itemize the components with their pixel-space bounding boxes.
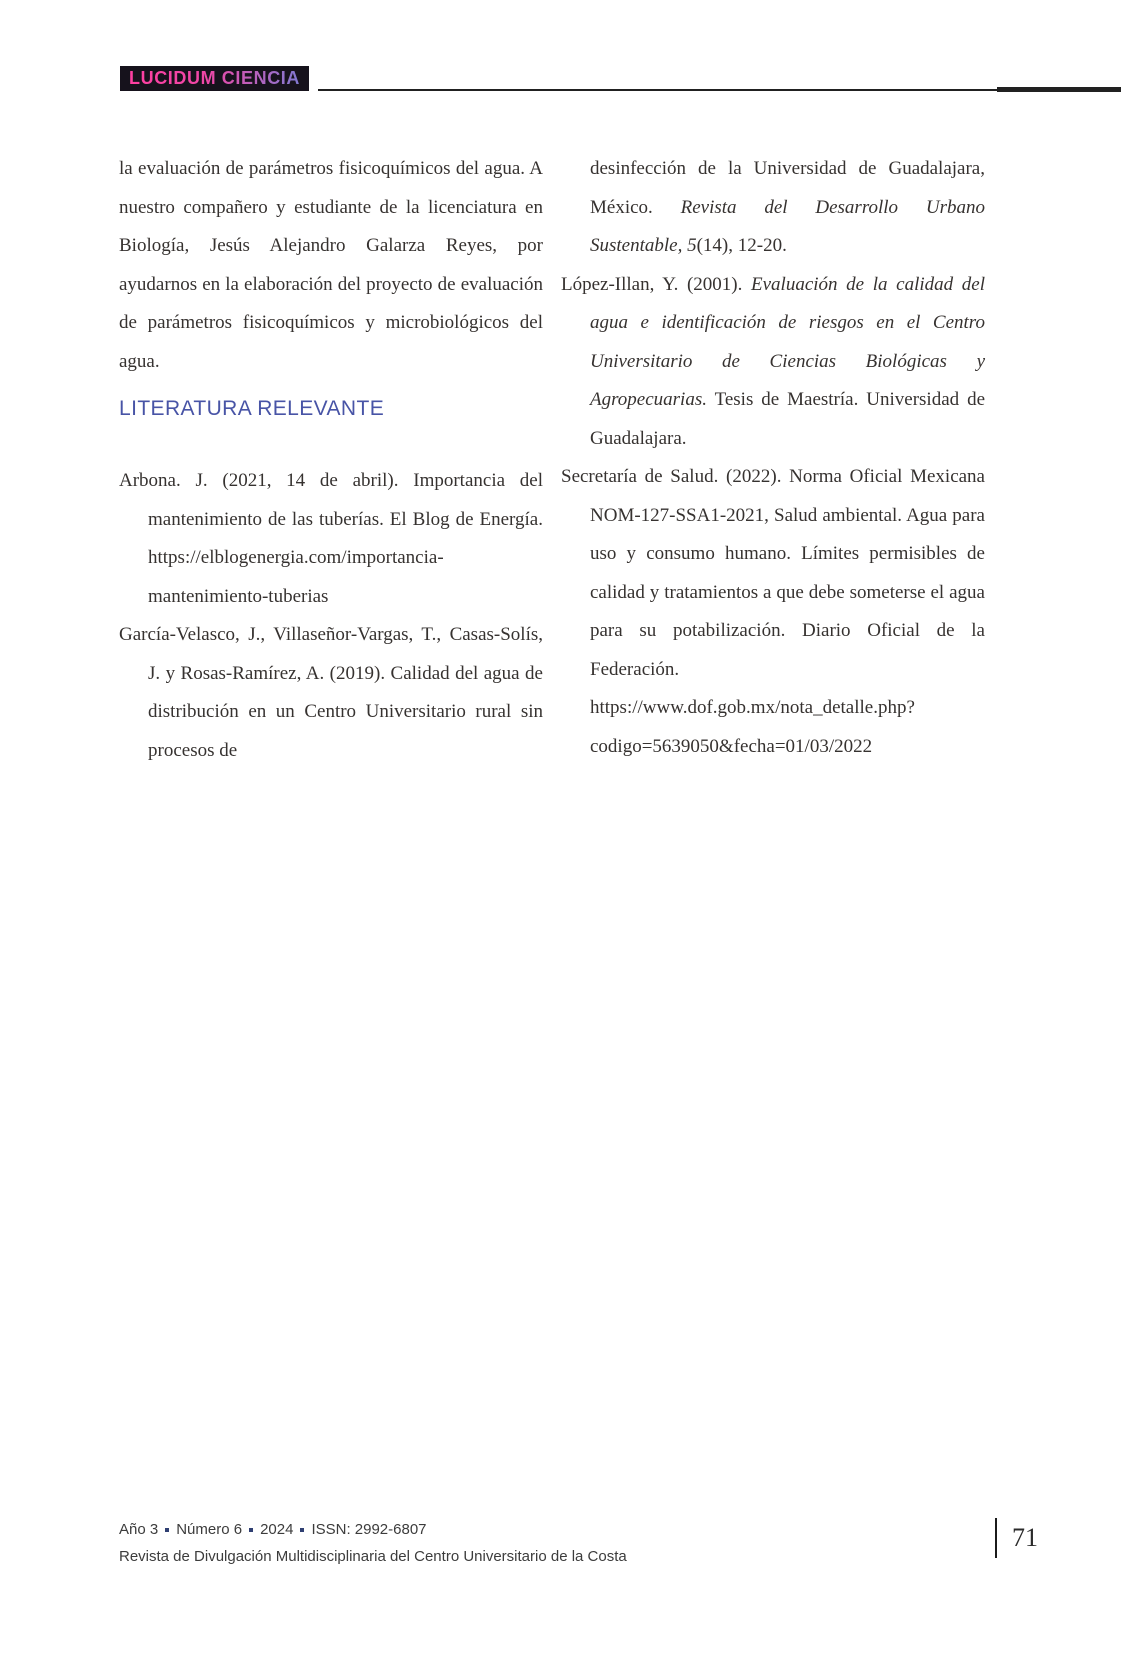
journal-logo-text: LUCIDUM CIENCIA — [129, 68, 300, 88]
intro-paragraph: la evaluación de parámetros fisicoquímicos del agua. A nuestro compañero y estudiante de la licenciatura en Biología, Jesús Alejandro Galarza Reyes, por ayudarnos en la elaboración del proyecto de evaluación de parámetros fisicoquímicos y microbiológicos del agua. — [119, 158, 543, 372]
footer-meta-issn: ISSN: 2992-6807 — [311, 1521, 427, 1538]
thesis-title-italic: Evaluación de la calidad del agua e identificación de riesgos en el Centro Universitario de Ciencias Biológicas y Agropecuarias. — [590, 273, 985, 410]
section-heading: LITERATURA RELEVANTE — [119, 397, 385, 420]
footer-meta-line — [119, 1516, 627, 1543]
footer-journal-name: Revista de Divulgación Multidisciplinaria del Centro Universitario de la Costa — [119, 1548, 627, 1565]
footer-meta-year: Año 3 — [119, 1521, 159, 1538]
two-column-body — [119, 150, 985, 770]
reference-text-segment: (14), 12-20. — [696, 235, 787, 256]
left-column — [119, 150, 543, 770]
page-footer — [119, 1516, 627, 1570]
reference-garcia-part1: García-Velasco, J., Villaseñor-Vargas, T., Casas-Solís, J. y Rosas-Ramírez, A. (2019). Calidad del agua de distribución en un Centro Universitario rural sin procesos de — [119, 624, 543, 761]
page-number: 71 — [1012, 1523, 1038, 1552]
right-column — [561, 150, 985, 770]
footer-meta-date: 2024 — [260, 1521, 294, 1538]
bullet-square-icon — [300, 1528, 304, 1532]
header-rule-thick — [997, 87, 1121, 92]
page-number-divider — [995, 1518, 997, 1558]
reference-arbona: Arbona. J. (2021, 14 de abril). Importancia del mantenimiento de las tuberías. El Blog de Energía. https://elblogenergia.com/importancia-mantenimiento-tuberias — [119, 470, 543, 607]
page-number-block — [995, 1518, 1038, 1558]
reference-text-segment: López-Illan, Y. (2001). — [561, 273, 751, 295]
reference-text-segment: Tesis de Maestría. Universidad de Guadalajara. — [590, 389, 985, 449]
bullet-square-icon — [249, 1528, 253, 1532]
journal-logo-badge — [120, 66, 309, 91]
reference-secretaria: Secretaría de Salud. (2022). Norma Oficial Mexicana NOM-127-SSA1-2021, Salud ambiental. Agua para uso y consumo humano. Límites permisibles de calidad y tratamientos a que debe someterse el agua para su potabilización. Diario Oficial de la Federación. https://www.dof.gob.mx/nota_detalle.php?codigo=5639050&fecha=01/03/2022 — [561, 466, 985, 757]
bullet-square-icon — [165, 1528, 169, 1532]
header-rule-thin — [318, 89, 997, 91]
journal-title-italic: Revista del Desarrollo Urbano Sustentable, 5 — [590, 196, 985, 256]
footer-meta-number: Número 6 — [176, 1521, 243, 1538]
reference-lopez — [561, 266, 985, 459]
reference-text-segment: desinfección de la Universidad de Guadalajara, México. — [590, 158, 985, 218]
reference-garcia-continuation — [561, 150, 985, 266]
